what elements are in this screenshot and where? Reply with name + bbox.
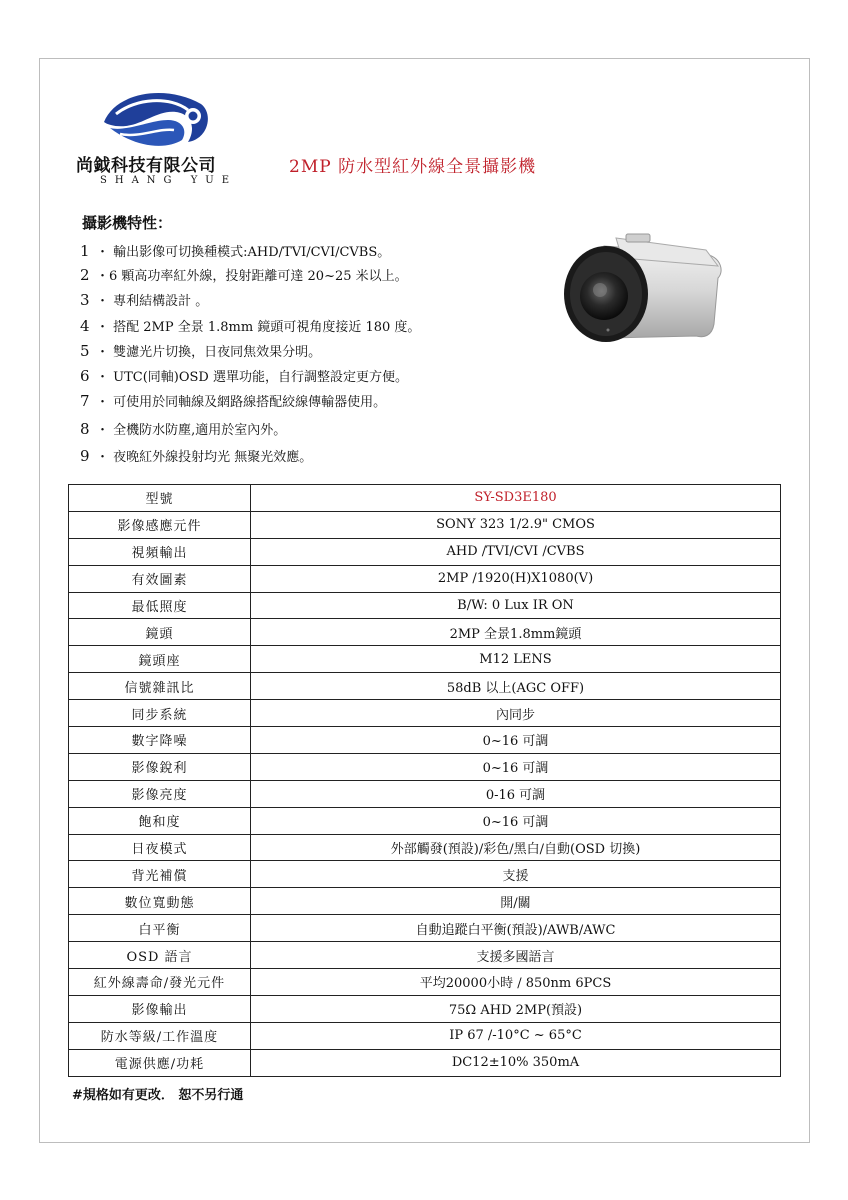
feature-text: ・ 可使用於同軸線及網路線搭配絞線傳輸器使用。 xyxy=(96,395,387,410)
document-title: 2MP 防水型紅外線全景攝影機 xyxy=(289,157,537,177)
spec-value: 2MP /1920(H)X1080(V) xyxy=(251,565,781,592)
spec-row xyxy=(69,565,781,592)
spec-key: 信號雜訊比 xyxy=(69,673,251,700)
spec-row xyxy=(69,915,781,942)
feature-item xyxy=(80,265,408,284)
feature-number: 8 xyxy=(80,420,90,438)
feature-text: ・6 顆高功率紅外線，投射距離可達 20~25 米以上。 xyxy=(96,269,408,284)
spec-value: IP 67 /-10°C ~ 65°C xyxy=(251,1022,781,1049)
feature-number: 6 xyxy=(80,367,90,385)
spec-row xyxy=(69,888,781,915)
spec-key: 最低照度 xyxy=(69,592,251,619)
spec-row xyxy=(69,780,781,807)
feature-item xyxy=(80,316,420,335)
camera-image-icon xyxy=(556,232,726,352)
feature-text: ・ 夜晚紅外線投射均光 無聚光效應。 xyxy=(96,450,313,465)
spec-row xyxy=(69,511,781,538)
spec-row xyxy=(69,807,781,834)
company-name-en: SHANG YUE xyxy=(100,175,238,186)
spec-row xyxy=(69,619,781,646)
feature-number: 2 xyxy=(80,266,90,284)
feature-number: 9 xyxy=(80,447,90,465)
footnote: #規格如有更改． 恕不另行通 xyxy=(72,1088,244,1103)
feature-text: ・ 輸出影像可切換種模式:AHD/TVI/CVI/CVBS。 xyxy=(96,245,391,260)
feature-item xyxy=(80,366,408,385)
spec-key: 鏡頭座 xyxy=(69,646,251,673)
spec-value: 0~16 可調 xyxy=(251,753,781,780)
spec-row xyxy=(69,753,781,780)
spec-key: 防水等級/工作溫度 xyxy=(69,1022,251,1049)
spec-row xyxy=(69,538,781,565)
feature-text: ・ 搭配 2MP 全景 1.8mm 鏡頭可視角度接近 180 度。 xyxy=(96,320,421,335)
feature-text: ・ 專利結構設計 。 xyxy=(96,294,209,309)
spec-value: AHD /TVI/CVI /CVBS xyxy=(251,538,781,565)
spec-value: 開/關 xyxy=(251,888,781,915)
spec-value: B/W: 0 Lux IR ON xyxy=(251,592,781,619)
spec-value: 58dB 以上(AGC OFF) xyxy=(251,673,781,700)
spec-row xyxy=(69,834,781,861)
spec-key: 鏡頭 xyxy=(69,619,251,646)
spec-key: 影像輸出 xyxy=(69,995,251,1022)
spec-row xyxy=(69,1049,781,1076)
spec-row xyxy=(69,646,781,673)
feature-number: 5 xyxy=(80,342,90,360)
wave-logo-icon xyxy=(96,84,216,154)
feature-item xyxy=(80,290,208,309)
spec-key: 型號 xyxy=(69,485,251,512)
spec-key: 飽和度 xyxy=(69,807,251,834)
spec-key: 同步系統 xyxy=(69,700,251,727)
feature-item xyxy=(80,391,386,410)
spec-key: 影像亮度 xyxy=(69,780,251,807)
feature-number: 1 xyxy=(80,242,90,260)
spec-key: 視頻輸出 xyxy=(69,538,251,565)
spec-key: 白平衡 xyxy=(69,915,251,942)
spec-value: SY-SD3E180 xyxy=(251,485,781,512)
spec-table xyxy=(68,484,781,1077)
spec-value: 0~16 可調 xyxy=(251,807,781,834)
spec-value: 外部觸發(預設)/彩色/黑白/自動(OSD 切換) xyxy=(251,834,781,861)
spec-key: 數位寬動態 xyxy=(69,888,251,915)
spec-row xyxy=(69,673,781,700)
spec-row xyxy=(69,942,781,969)
spec-value: 0~16 可調 xyxy=(251,727,781,754)
spec-value: M12 LENS xyxy=(251,646,781,673)
spec-key: 影像銳利 xyxy=(69,753,251,780)
spec-key: 影像感應元件 xyxy=(69,511,251,538)
feature-number: 3 xyxy=(80,291,90,309)
spec-value: 內同步 xyxy=(251,700,781,727)
spec-value: SONY 323 1/2.9" CMOS xyxy=(251,511,781,538)
company-name: 尚鉞科技有限公司 xyxy=(76,156,216,176)
feature-number: 7 xyxy=(80,392,90,410)
spec-key: 數字降噪 xyxy=(69,727,251,754)
spec-key: 有效圖素 xyxy=(69,565,251,592)
spec-row xyxy=(69,485,781,512)
spec-row xyxy=(69,727,781,754)
spec-key: 日夜模式 xyxy=(69,834,251,861)
spec-value: 平均20000小時 / 850nm 6PCS xyxy=(251,969,781,996)
spec-key: 背光補償 xyxy=(69,861,251,888)
spec-row xyxy=(69,969,781,996)
feature-item xyxy=(80,419,286,438)
feature-text: ・ UTC(同軸)OSD 選單功能，自行調整設定更方便。 xyxy=(96,370,408,385)
spec-value: 2MP 全景1.8mm鏡頭 xyxy=(251,619,781,646)
feature-item xyxy=(80,341,321,360)
spec-value: 0-16 可調 xyxy=(251,780,781,807)
spec-row xyxy=(69,861,781,888)
features-heading: 攝影機特性： xyxy=(82,214,173,232)
feature-text: ・ 全機防水防塵,適用於室內外。 xyxy=(96,423,287,438)
spec-key: 紅外線壽命/發光元件 xyxy=(69,969,251,996)
spec-value: 支援多國語言 xyxy=(251,942,781,969)
spec-key: 電源供應/功耗 xyxy=(69,1049,251,1076)
spec-key: OSD 語言 xyxy=(69,942,251,969)
spec-value: 75Ω AHD 2MP(預設) xyxy=(251,995,781,1022)
spec-value: 自動追蹤白平衡(預設)/AWB/AWC xyxy=(251,915,781,942)
feature-text: ・ 雙濾光片切換，日夜同焦效果分明。 xyxy=(96,345,322,360)
feature-item xyxy=(80,241,390,260)
feature-item xyxy=(80,446,312,465)
spec-row xyxy=(69,592,781,619)
feature-number: 4 xyxy=(80,317,90,335)
spec-row xyxy=(69,1022,781,1049)
spec-value: 支援 xyxy=(251,861,781,888)
spec-row xyxy=(69,995,781,1022)
spec-row xyxy=(69,700,781,727)
spec-value: DC12±10% 350mA xyxy=(251,1049,781,1076)
